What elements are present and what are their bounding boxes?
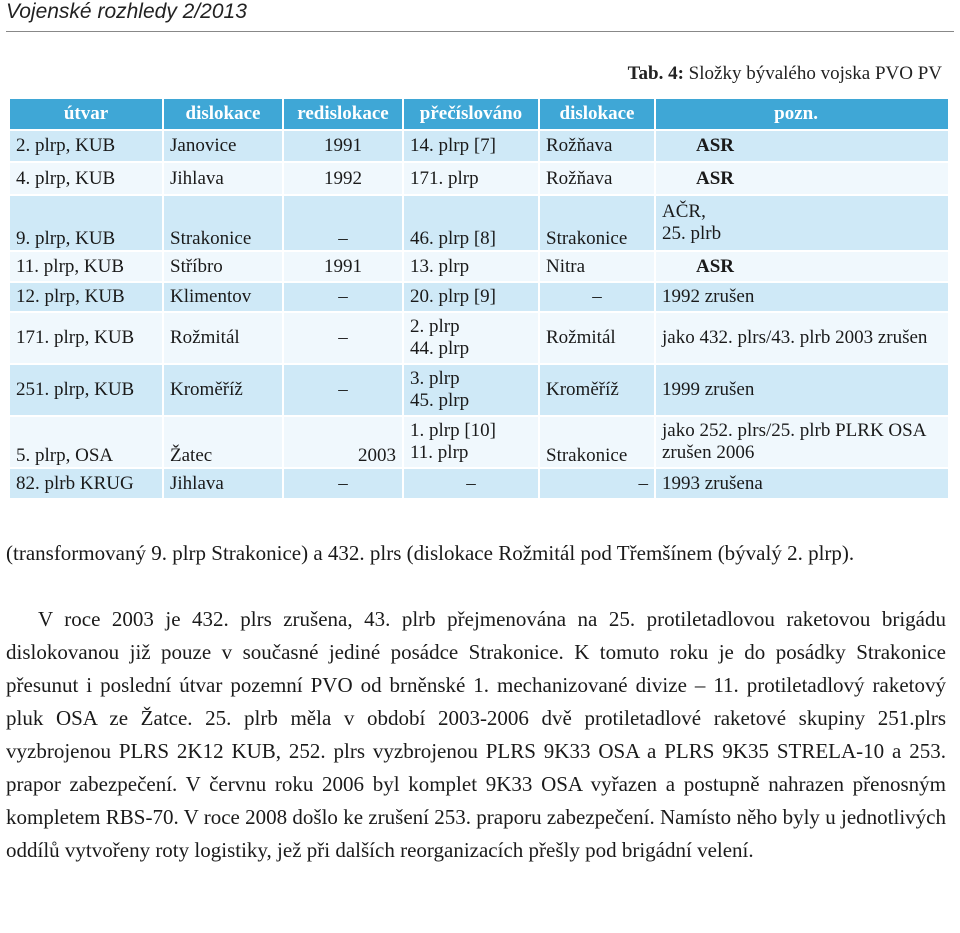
cell-relocation: 1991	[283, 251, 403, 282]
table-header-row	[9, 98, 949, 130]
renumbered-line: 3. plrp	[410, 368, 460, 389]
col-header-unit: útvar	[9, 98, 163, 130]
renumbered-line: 2. plrp	[410, 316, 460, 337]
cell-location-2: Strakonice	[539, 416, 655, 468]
cell-unit: 2. plrp, KUB	[9, 130, 163, 162]
table-row	[9, 364, 949, 416]
table-row	[9, 468, 949, 499]
paragraph-main	[6, 603, 946, 867]
note-line: 25. plrb	[662, 223, 722, 244]
table-row	[9, 312, 949, 364]
cell-renumbered	[403, 364, 539, 416]
cell-location-2: Kroměříž	[539, 364, 655, 416]
cell-location: Klimentov	[163, 282, 283, 312]
cell-renumbered: 20. plrp [9]	[403, 282, 539, 312]
cell-note: 1999 zrušen	[655, 364, 949, 416]
col-header-renumbered: přečíslováno	[403, 98, 539, 130]
cell-relocation: 1991	[283, 130, 403, 162]
caption-text: Složky bývalého vojska PVO PV	[688, 63, 942, 84]
cell-note: jako 432. plrs/43. plrb 2003 zrušen	[655, 312, 949, 364]
table-row	[9, 416, 949, 468]
cell-location: Janovice	[163, 130, 283, 162]
cell-unit: 9. plrp, KUB	[9, 195, 163, 251]
header-divider	[6, 31, 954, 32]
col-header-location: dislokace	[163, 98, 283, 130]
col-header-relocation: redislokace	[283, 98, 403, 130]
cell-unit: 11. plrp, KUB	[9, 251, 163, 282]
cell-relocation: –	[283, 364, 403, 416]
col-header-location-2: dislokace	[539, 98, 655, 130]
cell-location: Kroměříž	[163, 364, 283, 416]
cell-relocation: –	[283, 282, 403, 312]
cell-location-2: –	[539, 282, 655, 312]
cell-location: Rožmitál	[163, 312, 283, 364]
cell-location-2: Rožňava	[539, 162, 655, 195]
renumbered-line: 44. plrp	[410, 338, 470, 359]
cell-unit: 5. plrp, OSA	[9, 416, 163, 468]
renumbered-line: 1. plrp [10]	[410, 420, 497, 441]
cell-location-2: Rožmitál	[539, 312, 655, 364]
table-row	[9, 251, 949, 282]
cell-relocation: –	[283, 468, 403, 499]
cell-location: Jihlava	[163, 162, 283, 195]
cell-location: Strakonice	[163, 195, 283, 251]
cell-unit: 4. plrp, KUB	[9, 162, 163, 195]
cell-relocation: –	[283, 312, 403, 364]
cell-location: Žatec	[163, 416, 283, 468]
cell-renumbered: 13. plrp	[403, 251, 539, 282]
table-row	[9, 195, 949, 251]
cell-unit: 82. plrb KRUG	[9, 468, 163, 499]
cell-note: ASR	[655, 251, 949, 282]
paragraph-continued: (transformovaný 9. plrp Strakonice) a 432. plrs (dislokace Rožmitál pod Třemšínem (bývalý 2. plrp).	[6, 541, 855, 565]
running-header: Vojenské rozhledy 2/2013	[6, 0, 247, 23]
note-line: AČR,	[662, 201, 706, 222]
cell-note: 1992 zrušen	[655, 282, 949, 312]
cell-renumbered	[403, 312, 539, 364]
cell-note: ASR	[655, 130, 949, 162]
paragraph-main-text: V roce 2003 je 432. plrs zrušena, 43. plrb přejmenována na 25. protiletadlovou raketovou brigádu dislokovanou již pouze v současné jediné posádce Strakonice. K tomuto roku je do posádky Strakonice přesunut i poslední útvar pozemní PVO od brněnské 1. mechanizované divize – 11. protiletadlový raketový pluk OSA ze Žatce. 25. plrb měla v období 2003-2006 dvě protiletadlové raketové skupiny 251.plrs vyzbrojenou PLRS 2K12 KUB, 252. plrs vyzbrojenou PLRS 9K33 OSA a PLRS 9K35 STRELA-10 a 253. prapor zabezpečení. V červnu roku 2006 byl komplet 9K33 OSA vyřazen a postupně nahrazen přenosným kompletem RBS-70. V roce 2008 došlo ke zrušení 253. praporu zabezpečení. Namísto něho byly u jednotlivých oddílů vytvořeny roty logistiky, jež při dalších reorganizacích přešly pod brigádní velení.	[6, 607, 946, 862]
cell-location: Jihlava	[163, 468, 283, 499]
cell-renumbered	[403, 416, 539, 468]
cell-note	[655, 195, 949, 251]
cell-location-2: Rožňava	[539, 130, 655, 162]
cell-unit: 12. plrp, KUB	[9, 282, 163, 312]
cell-location: Stříbro	[163, 251, 283, 282]
cell-relocation: 1992	[283, 162, 403, 195]
cell-location-2: –	[539, 468, 655, 499]
cell-note: ASR	[655, 162, 949, 195]
cell-relocation: –	[283, 195, 403, 251]
table-row	[9, 130, 949, 162]
table-caption	[628, 63, 942, 85]
cell-location-2: Nitra	[539, 251, 655, 282]
cell-unit: 251. plrp, KUB	[9, 364, 163, 416]
cell-note: jako 252. plrs/25. plrb PLRK OSA zrušen 2006	[655, 416, 949, 468]
col-header-note: pozn.	[655, 98, 949, 130]
caption-label: Tab. 4:	[627, 63, 684, 84]
cell-location-2: Strakonice	[539, 195, 655, 251]
units-table	[8, 97, 950, 500]
renumbered-line: 11. plrp	[410, 442, 469, 463]
cell-note: 1993 zrušena	[655, 468, 949, 499]
table-row	[9, 282, 949, 312]
cell-renumbered: 171. plrp	[403, 162, 539, 195]
cell-renumbered: 46. plrp [8]	[403, 195, 539, 251]
table-row	[9, 162, 949, 195]
cell-relocation: 2003	[283, 416, 403, 468]
cell-renumbered: –	[403, 468, 539, 499]
cell-unit: 171. plrp, KUB	[9, 312, 163, 364]
cell-renumbered: 14. plrp [7]	[403, 130, 539, 162]
renumbered-line: 45. plrp	[410, 390, 470, 411]
